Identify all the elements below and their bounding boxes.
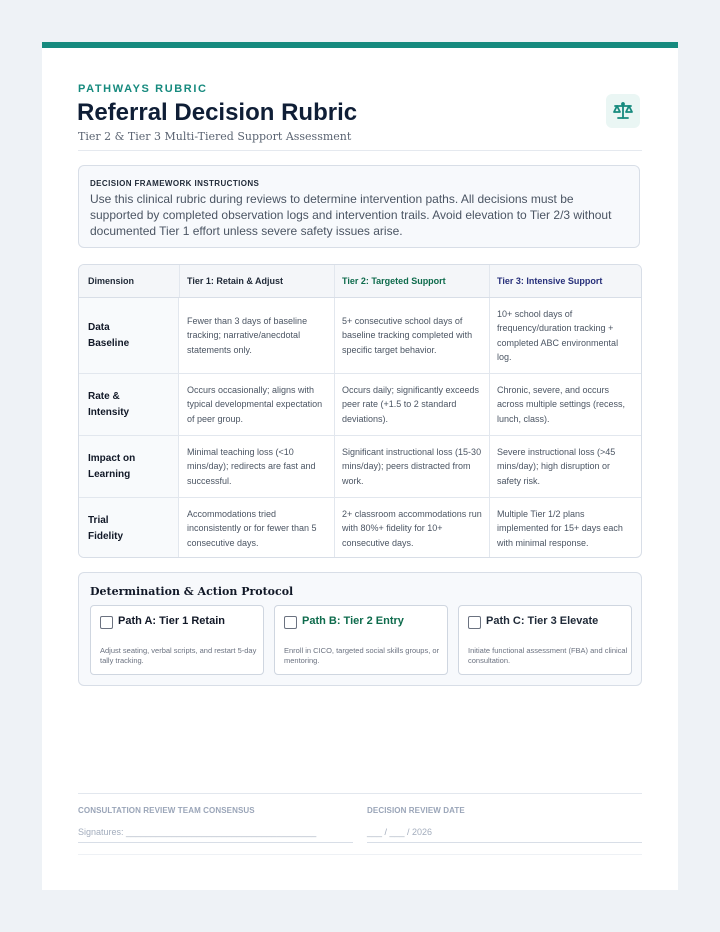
rubric-page [42, 42, 678, 890]
header-divider [78, 150, 642, 151]
signatures-underline [78, 842, 353, 843]
instructions-text: Use this clinical rubric during reviews to determine intervention paths. All decisions must be supported by completed observation logs and intervention trails. Avoid elevation to Tier 2/3 without documented Tier 1 effort unless severe safety issues arise. [90, 192, 612, 239]
instructions-label: DECISION FRAMEWORK INSTRUCTIONS [90, 179, 260, 188]
path-c-description: Initiate functional assessment (FBA) and clinical consultation. [468, 646, 628, 665]
path-b-label: Path B: Tier 2 Entry [302, 615, 404, 627]
cell-tier2: Significant instructional loss (15-30 mins/day); peers distracted from work. [342, 446, 482, 486]
row-dimension: Trial Fidelity [79, 498, 179, 558]
cell-tier2: Occurs daily; significantly exceeds peer rate (+1.5 to 2 standard deviations). [342, 384, 480, 424]
cell-tier2: 5+ consecutive school days of baseline tracking completed with specific target behavior. [342, 315, 473, 355]
cell-tier1: Minimal teaching loss (<10 mins/day); redirects are fast and successful. [187, 446, 316, 486]
cell-tier3: 10+ school days of frequency/duration tracking + completed ABC environmental log. [497, 308, 619, 362]
path-a-option[interactable] [90, 605, 264, 675]
cell-tier3: Severe instructional loss (>45 mins/day); high disruption or safety risk. [497, 446, 616, 486]
scale-icon [606, 94, 640, 128]
rubric-table [78, 264, 642, 558]
date-label: DECISION REVIEW DATE [367, 806, 465, 815]
path-c-option[interactable] [458, 605, 632, 675]
cell-tier3: Multiple Tier 1/2 plans implemented for 15+ days each with minimal response. [497, 508, 623, 548]
path-b-description: Enroll in CICO, targeted social skills groups, or mentoring. [284, 646, 440, 665]
page-title: Referral Decision Rubric [77, 99, 358, 126]
table-header [79, 265, 642, 298]
footer-divider [78, 793, 642, 794]
table-row [79, 298, 642, 374]
row-dimension: Impact on Learning [79, 436, 179, 497]
table-row [79, 498, 642, 558]
date-underline [367, 842, 642, 843]
header-tier2: Tier 2: Targeted Support [342, 276, 446, 286]
signatures-field[interactable]: Signatures: ______________________________________ [78, 827, 317, 837]
path-a-label: Path A: Tier 1 Retain [118, 615, 225, 627]
row-dimension: Rate & Intensity [79, 374, 179, 435]
cell-tier1: Occurs occasionally; aligns with typical developmental expectation of peer group. [187, 384, 323, 424]
action-protocol [78, 572, 642, 686]
accent-bar [42, 42, 678, 48]
path-b-checkbox[interactable] [284, 616, 297, 629]
path-c-checkbox[interactable] [468, 616, 481, 629]
header-tier3: Tier 3: Intensive Support [497, 276, 603, 286]
instructions-box [78, 165, 640, 248]
table-row [79, 374, 642, 436]
consensus-label: CONSULTATION REVIEW TEAM CONSENSUS [78, 806, 255, 815]
date-field[interactable]: ___ / ___ / 2026 [367, 827, 433, 837]
footer-bottom-rule [78, 854, 642, 855]
table-row [79, 436, 642, 498]
protocol-title: Determination & Action Protocol [90, 585, 294, 598]
cell-tier1: Fewer than 3 days of baseline tracking; narrative/anecdotal statements only. [187, 315, 308, 355]
header-tier1: Tier 1: Retain & Adjust [187, 276, 284, 286]
cell-tier3: Chronic, severe, and occurs across multiple settings (recess, lunch, class). [497, 384, 626, 424]
row-dimension: Data Baseline [79, 298, 179, 373]
path-a-description: Adjust seating, verbal scripts, and restart 5-day tally tracking. [100, 646, 257, 665]
kicker: PATHWAYS RUBRIC [78, 83, 208, 95]
page-subtitle: Tier 2 & Tier 3 Multi-Tiered Support Assessment [78, 130, 352, 143]
cell-tier1: Accommodations tried inconsistently or for fewer than 5 consecutive days. [187, 508, 317, 548]
path-b-option[interactable] [274, 605, 448, 675]
header-dimension: Dimension [88, 276, 135, 286]
cell-tier2: 2+ classroom accommodations run with 80%+ fidelity for 10+ consecutive days. [342, 508, 482, 548]
path-c-label: Path C: Tier 3 Elevate [486, 615, 599, 627]
path-a-checkbox[interactable] [100, 616, 113, 629]
